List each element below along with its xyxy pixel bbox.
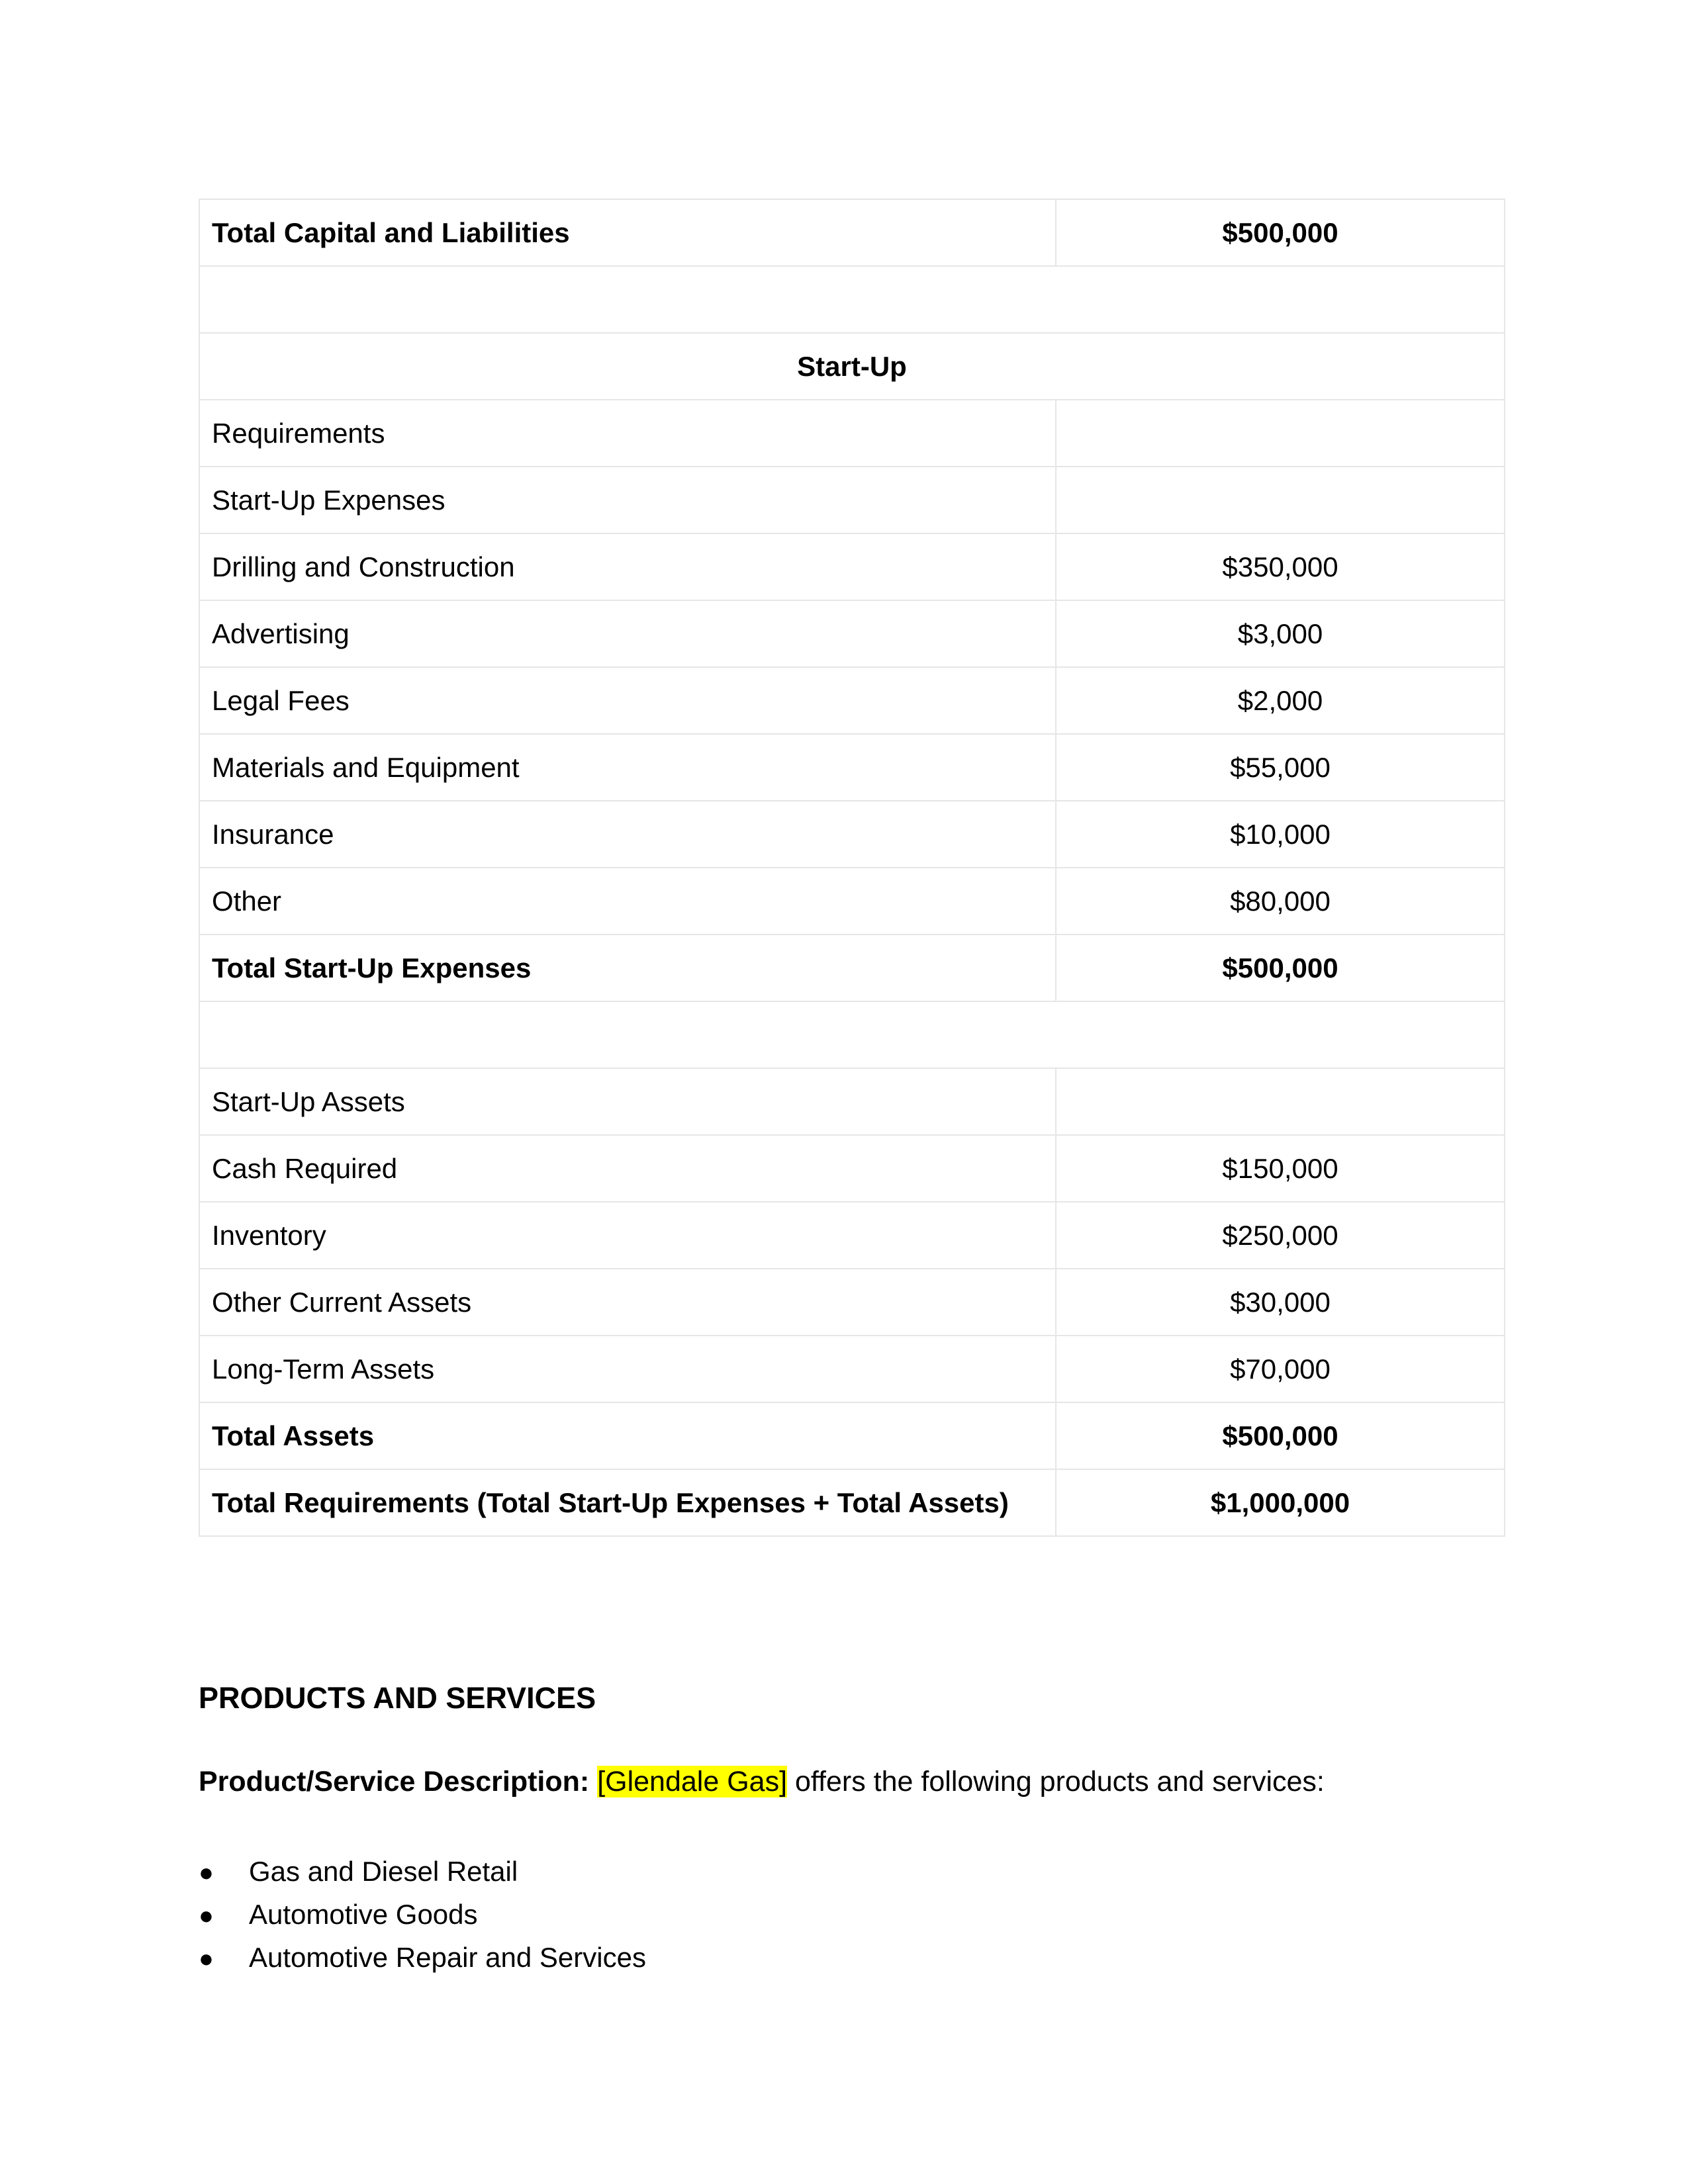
table-row: [199, 667, 1505, 734]
row-label: Legal Fees: [199, 667, 1056, 734]
row-label: Total Requirements (Total Start-Up Expenses + Total Assets): [199, 1469, 1056, 1536]
row-value: $250,000: [1056, 1202, 1505, 1269]
table-row: [199, 801, 1505, 868]
row-value: [1056, 1068, 1505, 1135]
list-item: [199, 1850, 646, 1893]
table-row: [199, 1336, 1505, 1402]
list-item-label: Gas and Diesel Retail: [249, 1856, 518, 1887]
section-title-row: [199, 333, 1505, 400]
product-description: [199, 1766, 1325, 1798]
table-row: [199, 467, 1505, 533]
description-lead: Product/Service Description:: [199, 1766, 590, 1797]
company-name-highlight: [Glendale Gas]: [597, 1766, 788, 1797]
table-row: [199, 400, 1505, 467]
row-value: $3,000: [1056, 600, 1505, 667]
table-row: [199, 1135, 1505, 1202]
bullet-icon: ●: [199, 1859, 214, 1887]
total-row: [199, 1402, 1505, 1469]
total-row: [199, 1469, 1505, 1536]
row-value: $30,000: [1056, 1269, 1505, 1336]
row-label: Drilling and Construction: [199, 533, 1056, 600]
row-value: $1,000,000: [1056, 1469, 1505, 1536]
list-item: [199, 1893, 646, 1936]
row-value: $80,000: [1056, 868, 1505, 934]
row-label: Insurance: [199, 801, 1056, 868]
row-value: $500,000: [1056, 199, 1505, 266]
row-label: Total Start-Up Expenses: [199, 934, 1056, 1001]
table-row: [199, 199, 1505, 266]
table-row: [199, 868, 1505, 934]
row-label: Start-Up Expenses: [199, 467, 1056, 533]
row-value: [1056, 400, 1505, 467]
row-value: $55,000: [1056, 734, 1505, 801]
products-heading: PRODUCTS AND SERVICES: [199, 1681, 596, 1715]
row-label: Start-Up Assets: [199, 1068, 1056, 1135]
row-value: $2,000: [1056, 667, 1505, 734]
bullet-icon: ●: [199, 1945, 214, 1973]
row-label: Inventory: [199, 1202, 1056, 1269]
table-row: [199, 533, 1505, 600]
row-label: Total Capital and Liabilities: [199, 199, 1056, 266]
table-row: [199, 1202, 1505, 1269]
row-value: $150,000: [1056, 1135, 1505, 1202]
row-label: Total Assets: [199, 1402, 1056, 1469]
row-value: $350,000: [1056, 533, 1505, 600]
list-item: [199, 1936, 646, 1979]
spacer-row: [199, 1001, 1505, 1068]
row-value: $500,000: [1056, 934, 1505, 1001]
row-label: Long-Term Assets: [199, 1336, 1056, 1402]
table-row: [199, 600, 1505, 667]
row-label: Other Current Assets: [199, 1269, 1056, 1336]
row-value: $10,000: [1056, 801, 1505, 868]
row-label: Advertising: [199, 600, 1056, 667]
spacer-row: [199, 266, 1505, 333]
table-row: [199, 1068, 1505, 1135]
list-item-label: Automotive Repair and Services: [249, 1942, 646, 1973]
row-value: $500,000: [1056, 1402, 1505, 1469]
row-value: [1056, 467, 1505, 533]
startup-financial-table: [199, 199, 1505, 1537]
row-label: Cash Required: [199, 1135, 1056, 1202]
row-label: Requirements: [199, 400, 1056, 467]
row-value: $70,000: [1056, 1336, 1505, 1402]
total-row: [199, 934, 1505, 1001]
description-text: offers the following products and services:: [794, 1766, 1325, 1797]
table-row: [199, 1269, 1505, 1336]
products-list: [199, 1850, 646, 1979]
table-row: [199, 734, 1505, 801]
row-label: Other: [199, 868, 1056, 934]
row-label: Materials and Equipment: [199, 734, 1056, 801]
bullet-icon: ●: [199, 1902, 214, 1930]
section-title: Start-Up: [199, 333, 1505, 400]
list-item-label: Automotive Goods: [249, 1899, 478, 1930]
